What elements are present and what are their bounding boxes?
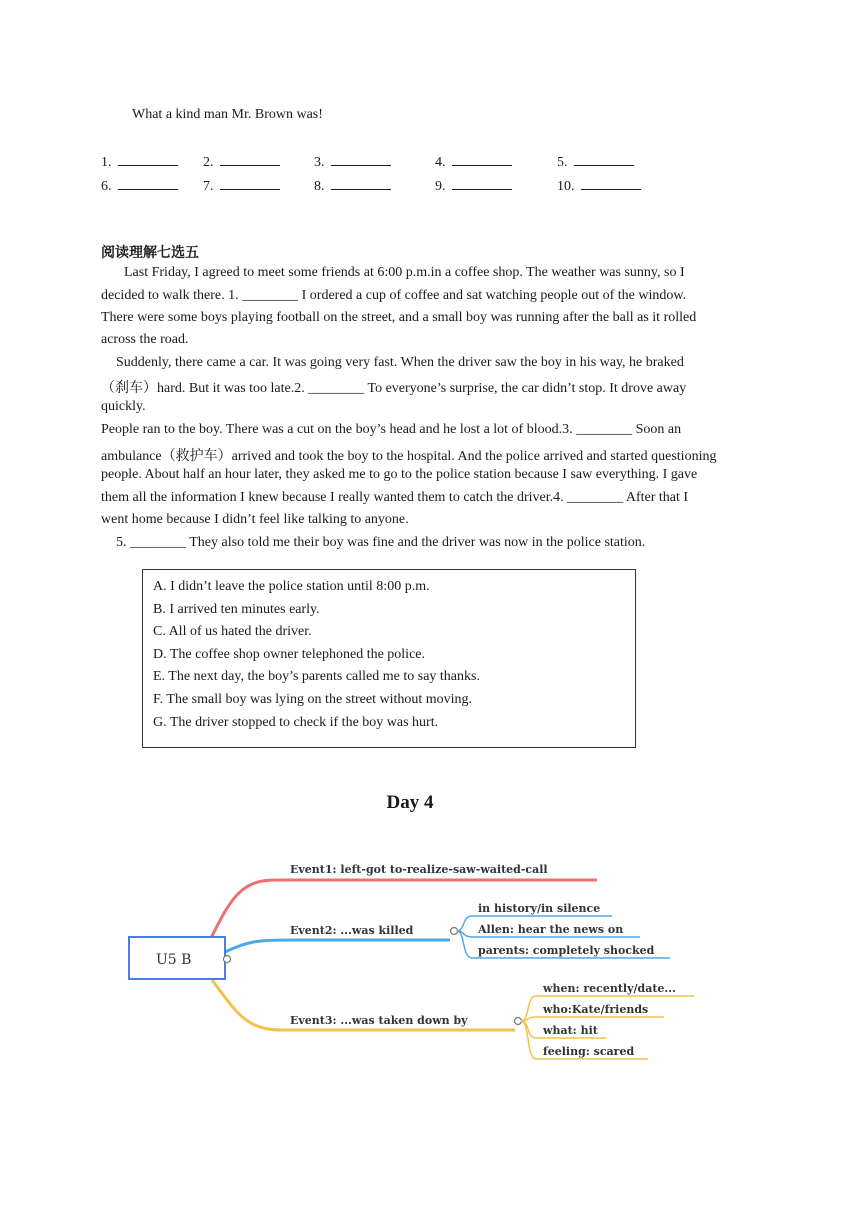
passage-line: them all the information I knew because I really wanted them to catch the driver.4. ________ After that I	[101, 490, 689, 505]
day-title: Day 4	[386, 792, 434, 813]
event2-label: Event2: ...was killed	[290, 924, 414, 937]
answer-blank	[203, 152, 280, 171]
event2-child-3: parents: completely shocked	[478, 944, 655, 957]
passage-line: people. About half an hour later, they asked me to go to the police station because I saw everything. I gave	[101, 467, 698, 482]
blank-line[interactable]	[452, 176, 512, 190]
option-item: D. The coffee shop owner telephoned the police.	[153, 646, 426, 662]
answer-blank	[203, 176, 280, 195]
blank-line[interactable]	[118, 176, 178, 190]
blank-line[interactable]	[331, 176, 391, 190]
blank-line[interactable]	[220, 176, 280, 190]
answer-blank	[435, 152, 512, 171]
passage-line: decided to walk there. 1. ________ I ordered a cup of coffee and sat watching people out of the window.	[101, 288, 687, 303]
blank-line[interactable]	[574, 152, 634, 166]
answer-blank	[557, 176, 641, 195]
blank-number: 4.	[435, 155, 446, 170]
event3-child-branch	[521, 1017, 664, 1021]
passage-line: （刹车）hard. But it was too late.2. ________ To everyone’s surprise, the car didn’t stop. It drove away	[101, 381, 687, 396]
answer-blank	[101, 176, 178, 195]
passage-line: There were some boys playing football on the street, and a small boy was running after the ball as it rolled	[101, 310, 697, 325]
event2-child-2: Allen: hear the news on	[478, 923, 624, 936]
event2-node	[451, 928, 458, 935]
blank-line[interactable]	[331, 152, 391, 166]
option-item: C. All of us hated the driver.	[153, 624, 312, 640]
blank-line[interactable]	[220, 152, 280, 166]
event3-child-1: when: recently/date...	[543, 982, 676, 995]
blank-number: 9.	[435, 179, 446, 194]
event1-label: Event1: left-got to-realize-saw-waited-call	[290, 863, 548, 876]
blank-number: 6.	[101, 179, 112, 194]
event3-child-3: what: hit	[543, 1024, 598, 1037]
center-node-handle	[224, 956, 231, 963]
option-item: B. I arrived ten minutes early.	[153, 601, 320, 617]
blank-line[interactable]	[452, 152, 512, 166]
mind-map	[100, 840, 720, 1080]
option-item: A. I didn’t leave the police station until 8:00 p.m.	[153, 579, 430, 594]
event3-node	[515, 1018, 522, 1025]
passage-line: Suddenly, there came a car. It was going very fast. When the driver saw the boy in his way, he braked	[116, 355, 684, 370]
option-item: G. The driver stopped to check if the boy was hurt.	[153, 714, 439, 730]
event2-branch	[225, 940, 450, 952]
blank-line[interactable]	[118, 152, 178, 166]
answer-blank	[101, 152, 178, 171]
event2-child-1: in history/in silence	[478, 902, 601, 915]
answer-blank	[314, 152, 391, 171]
blank-number: 3.	[314, 155, 325, 170]
passage-line: People ran to the boy. There was a cut on the boy’s head and he lost a lot of blood.3. ________ Soon an	[101, 422, 682, 437]
blank-number: 2.	[203, 155, 214, 170]
event3-child-4: feeling: scared	[543, 1045, 635, 1058]
passage-line: went home because I didn’t feel like talking to anyone.	[101, 512, 409, 527]
blank-line[interactable]	[581, 176, 641, 190]
event3-label: Event3: ...was taken down by	[290, 1014, 468, 1027]
answer-blank	[314, 176, 391, 195]
passage-line: ambulance（救护车）arrived and took the boy to the hospital. And the police arrived and started questioning	[101, 449, 717, 464]
center-label: U5 B	[156, 952, 192, 968]
blank-number: 1.	[101, 155, 112, 170]
passage-line: 5. ________ They also told me their boy was fine and the driver was now in the police station.	[116, 535, 646, 550]
blank-number: 5.	[557, 155, 568, 170]
option-item: F. The small boy was lying on the street without moving.	[153, 692, 473, 707]
option-item: E. The next day, the boy’s parents called me to say thanks.	[153, 669, 480, 685]
blank-number: 7.	[203, 179, 214, 194]
intro-sentence: What a kind man Mr. Brown was!	[132, 107, 323, 122]
section-title: 阅读理解七选五	[101, 245, 199, 261]
answer-blank	[557, 152, 634, 171]
blank-number: 8.	[314, 179, 325, 194]
passage-line: Last Friday, I agreed to meet some friends at 6:00 p.m.in a coffee shop. The weather was sunny, so I	[124, 265, 685, 280]
passage-line: across the road.	[101, 332, 189, 347]
answer-blank	[435, 176, 512, 195]
options-box	[142, 569, 636, 748]
passage-line: quickly.	[101, 399, 146, 414]
event3-child-2: who:Kate/friends	[543, 1003, 649, 1016]
blank-number: 10.	[557, 179, 575, 194]
